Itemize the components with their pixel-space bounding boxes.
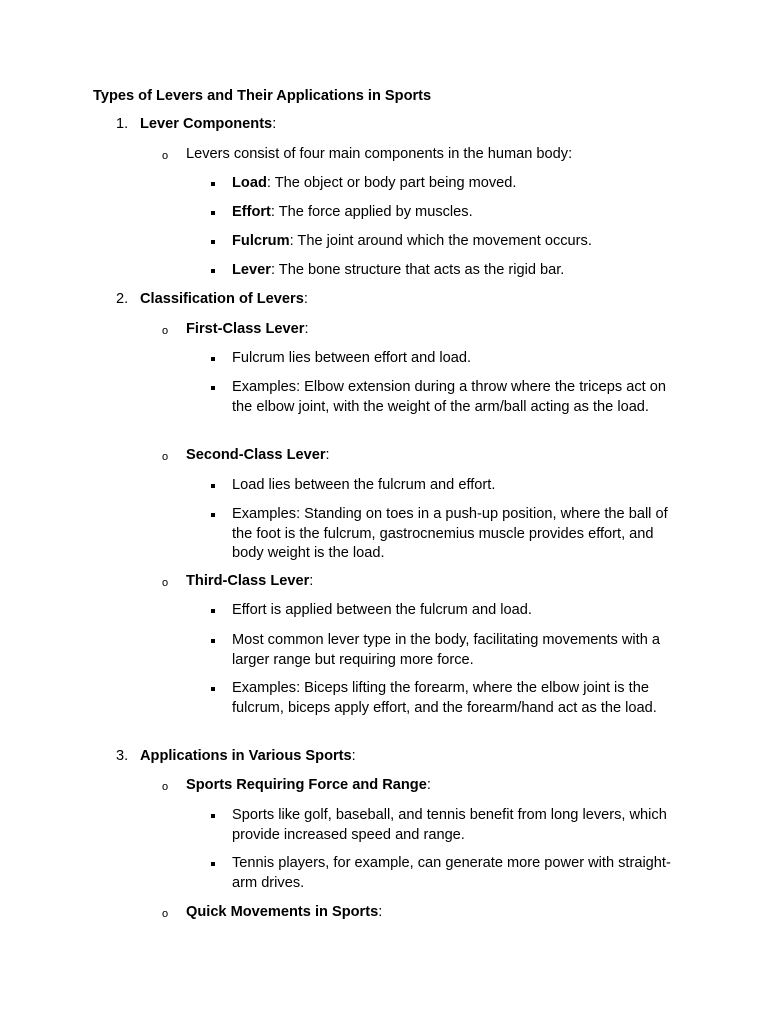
square-bullet-icon <box>211 814 215 818</box>
subheading: Quick Movements in Sports <box>186 904 379 920</box>
list-item-text: Effort is applied between the fulcrum and load. <box>232 602 532 618</box>
section-number: 3. <box>116 748 129 764</box>
definition: : The bone structure that acts as the rigid bar. <box>270 262 565 278</box>
square-bullet-icon <box>211 269 215 273</box>
section-heading: Applications in Various Sports <box>140 748 352 764</box>
section-number: 2. <box>116 291 129 307</box>
section-suffix: : <box>303 291 308 307</box>
circle-bullet-icon: o <box>162 577 169 589</box>
list-item-text: Sports like golf, baseball, and tennis benefit from long levers, which provide increased speed and range. <box>232 807 667 843</box>
term: Load <box>232 175 267 191</box>
subheading: Second-Class Lever <box>186 447 326 463</box>
square-bullet-icon <box>211 182 215 186</box>
list-item-text: Examples: Elbow extension during a throw where the triceps act on the elbow joint, with the weight of the arm/ball acting as the load. <box>232 379 666 415</box>
list-item-text: Fulcrum lies between effort and load. <box>232 350 472 366</box>
subheading: Third-Class Lever <box>186 573 310 589</box>
subheading: First-Class Lever <box>186 321 305 337</box>
term: Lever <box>232 262 271 278</box>
document-title: Types of Levers and Their Applications in Sports <box>93 88 432 104</box>
circle-bullet-icon: o <box>162 325 169 337</box>
square-bullet-icon <box>211 609 215 613</box>
section-heading: Lever Components <box>140 116 273 132</box>
square-bullet-icon <box>211 513 215 517</box>
term: Fulcrum <box>232 233 290 249</box>
square-bullet-icon <box>211 639 215 643</box>
section-suffix: : <box>272 116 277 132</box>
square-bullet-icon <box>211 240 215 244</box>
list-item-text: Levers consist of four main components in the human body: <box>186 146 573 162</box>
circle-bullet-icon: o <box>162 908 169 920</box>
definition: : The force applied by muscles. <box>270 204 473 220</box>
section-suffix: : <box>351 748 356 764</box>
square-bullet-icon <box>211 484 215 488</box>
square-bullet-icon <box>211 862 215 866</box>
section-heading: Classification of Levers <box>140 291 304 307</box>
list-item-text: Load lies between the fulcrum and effort. <box>232 477 496 493</box>
definition: : The joint around which the movement occurs. <box>289 233 592 249</box>
square-bullet-icon <box>211 386 215 390</box>
subheading: Sports Requiring Force and Range <box>186 777 427 793</box>
document-page: Types of Levers and Their Applications in Sports 1. Lever Components: o Levers consist of four main components in the human body: Load: The object or body part being moved. Effort: The force applied by muscles. Fulcrum: The joint around which the movement occurs. Lever: The bone structure that acts as the rigid bar. 2. Classification of Levers: o First-Class Lever: Fulcrum lies between effort and load. Examples: Elbow extension during a throw where the triceps act on the elbow joint, with the weight of the arm/ball acting as the load. o Second-Class Lever: Load lies between the fulcrum and effort. Examples: Standing on toes in a push-up position, where the ball of the foot is the fulcrum, gastrocnemius muscle provides effort, and body weight is the load. o Third-Class Lever: Effort is applied between the fulcrum and load. Most common lever type in the body, facilitating movements with a larger range but requiring more force. Examples: Biceps lifting the forearm, where the elbow joint is the fulcrum, biceps apply effort, and the forearm/hand act as the load. 3. Applications in Various Sports: o Sports Requiring Force and Range: Sports like golf, baseball, and tennis benefit from long levers, which provide increased speed and range. Tennis players, for example, can generate more power with straight-arm drives. o Quick Movements in Sports: <box>0 0 768 1024</box>
square-bullet-icon <box>211 357 215 361</box>
term: Effort <box>232 204 271 220</box>
list-item-text: Tennis players, for example, can generate more power with straight-arm drives. <box>232 855 671 891</box>
square-bullet-icon <box>211 687 215 691</box>
list-item-text: Most common lever type in the body, facilitating movements with a larger range but requiring more force. <box>232 632 660 668</box>
list-item-text: Examples: Standing on toes in a push-up position, where the ball of the foot is the fulcrum, gastrocnemius muscle provides effort, and body weight is the load. <box>232 506 668 562</box>
square-bullet-icon <box>211 211 215 215</box>
section-number: 1. <box>116 116 129 132</box>
definition: : The object or body part being moved. <box>266 175 517 191</box>
list-item-text: Examples: Biceps lifting the forearm, where the elbow joint is the fulcrum, biceps apply effort, and the forearm/hand act as the load. <box>232 680 657 716</box>
circle-bullet-icon: o <box>162 451 169 463</box>
circle-bullet-icon: o <box>162 150 169 162</box>
circle-bullet-icon: o <box>162 781 169 793</box>
